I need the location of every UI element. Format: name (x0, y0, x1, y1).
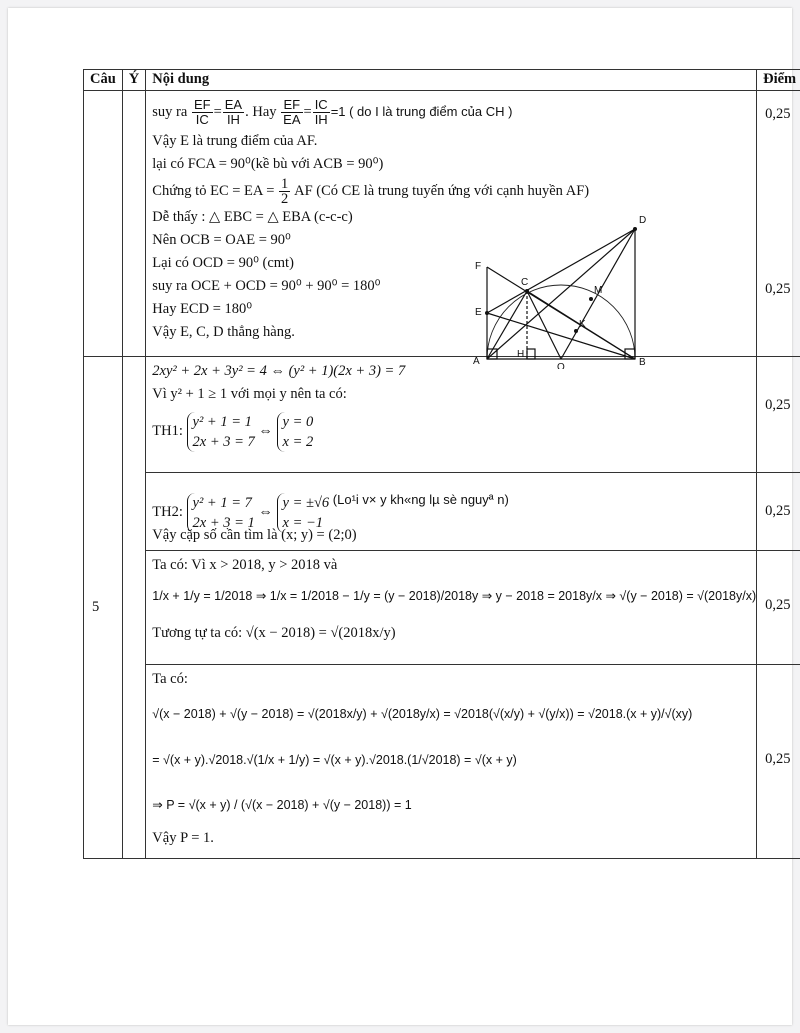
points-value: 0,25 (765, 503, 791, 519)
label-e: E (475, 307, 482, 318)
header-diem: Điểm (757, 70, 800, 91)
label-c: C (521, 277, 529, 288)
point-c (525, 289, 529, 293)
label-d: D (639, 215, 647, 226)
table-row (84, 91, 800, 357)
label-m: M (594, 285, 603, 296)
table-header-row (84, 70, 800, 91)
point-d (633, 227, 637, 231)
points-value: 0,25 (765, 597, 791, 613)
label-k: K (579, 319, 586, 330)
answer-table (83, 69, 800, 859)
question-number: 5 (84, 357, 123, 859)
header-cau: Câu (84, 70, 123, 91)
table-row: TH2: y² + 1 = 7 2x + 3 = 1 ⇔ y = ±√6 x = −1 (Lo¹i v× y kh«ng lµ sè nguyª n) Vậy cặp số cần tìm là (x; y) = (2;0) 0,25 (84, 473, 800, 551)
segment-ed (487, 229, 635, 313)
document-page (8, 8, 797, 1025)
label-a: A (473, 356, 480, 367)
geometry-figure (471, 209, 671, 369)
label-h: H (517, 349, 525, 360)
header-noi-dung: Nội dung (146, 70, 757, 91)
header-y: Ý (122, 70, 145, 91)
label-b: B (639, 357, 646, 368)
table-row: Ta có: √(x − 2018) + √(y − 2018) = √(2018x/y) + √(2018y/x) = √2018(√(x/y) + √(y/x)) = √2018.(x + y)/√(xy) = √(x + y).√2018.√(1/x + 1/y) = √(x + y).√2018.(1/√2018) = √(x + y) ⇒ P = √(x + y) / (√(x − 2018) + √(y − 2018)) = 1 Vậy P = 1. 0,25 (84, 665, 800, 859)
table-row: Ta có: Vì x > 2018, y > 2018 và 1/x + 1/y = 1/2018 ⇒ 1/x = 1/2018 − 1/y = (y − 2018)/2018y ⇒ y − 2018 = 2018y/x ⇒ √(y − 2018) = √(2018y/x) Tương tự ta có: √(x − 2018) = √(2018x/y) 0,25 (84, 551, 800, 665)
points-value: 0,25 (765, 751, 791, 767)
point-e (485, 311, 489, 315)
points-cell: 0,25 0,25 (757, 91, 800, 357)
label-o: O (557, 362, 566, 369)
segment-ad (487, 229, 635, 359)
table-row: 5 2xy² + 2x + 3y² = 4 ⇔ (y² + 1)(2x + 3) = 7 Vì y² + 1 ≥ 1 với mọi y nên ta có: TH1: y² + 1 = 1 2x + 3 = 7 ⇔ y = 0 x = 2 0,25 (84, 357, 800, 473)
segment-eb (487, 313, 635, 359)
points-value: 0,25 (765, 397, 791, 413)
content-cell: suy ra $\frac{EF}{IC}$ = $\frac{EA}{IH}$ . Hay $\frac{EF}{EA}$ = $\frac{IC}{IH}$ =1 ( do I là trung điểm của CH ) Vậy E là trung điểm của AF. lại có FCA = 90⁰(kề bù với ACB = 90⁰) Chứng tỏ EC = EA = $\frac{1}{2}$ AF (Có CE là trung tuyến ứng với cạnh huyền AF) Dễ thấy : △ EBC = △ EBA (c-c-c) Nên OCB = OAE = 90⁰ Lại có OCD = 90⁰ (cmt) suy ra OCE + OCD = 90⁰ + 90⁰ = 180⁰ Hay ECD = 180⁰ Vậy E, C, D thẳng hàng. D F C M E K A H O B (146, 91, 757, 357)
point-k (574, 329, 578, 333)
label-f: F (475, 261, 482, 272)
point-m (589, 297, 593, 301)
